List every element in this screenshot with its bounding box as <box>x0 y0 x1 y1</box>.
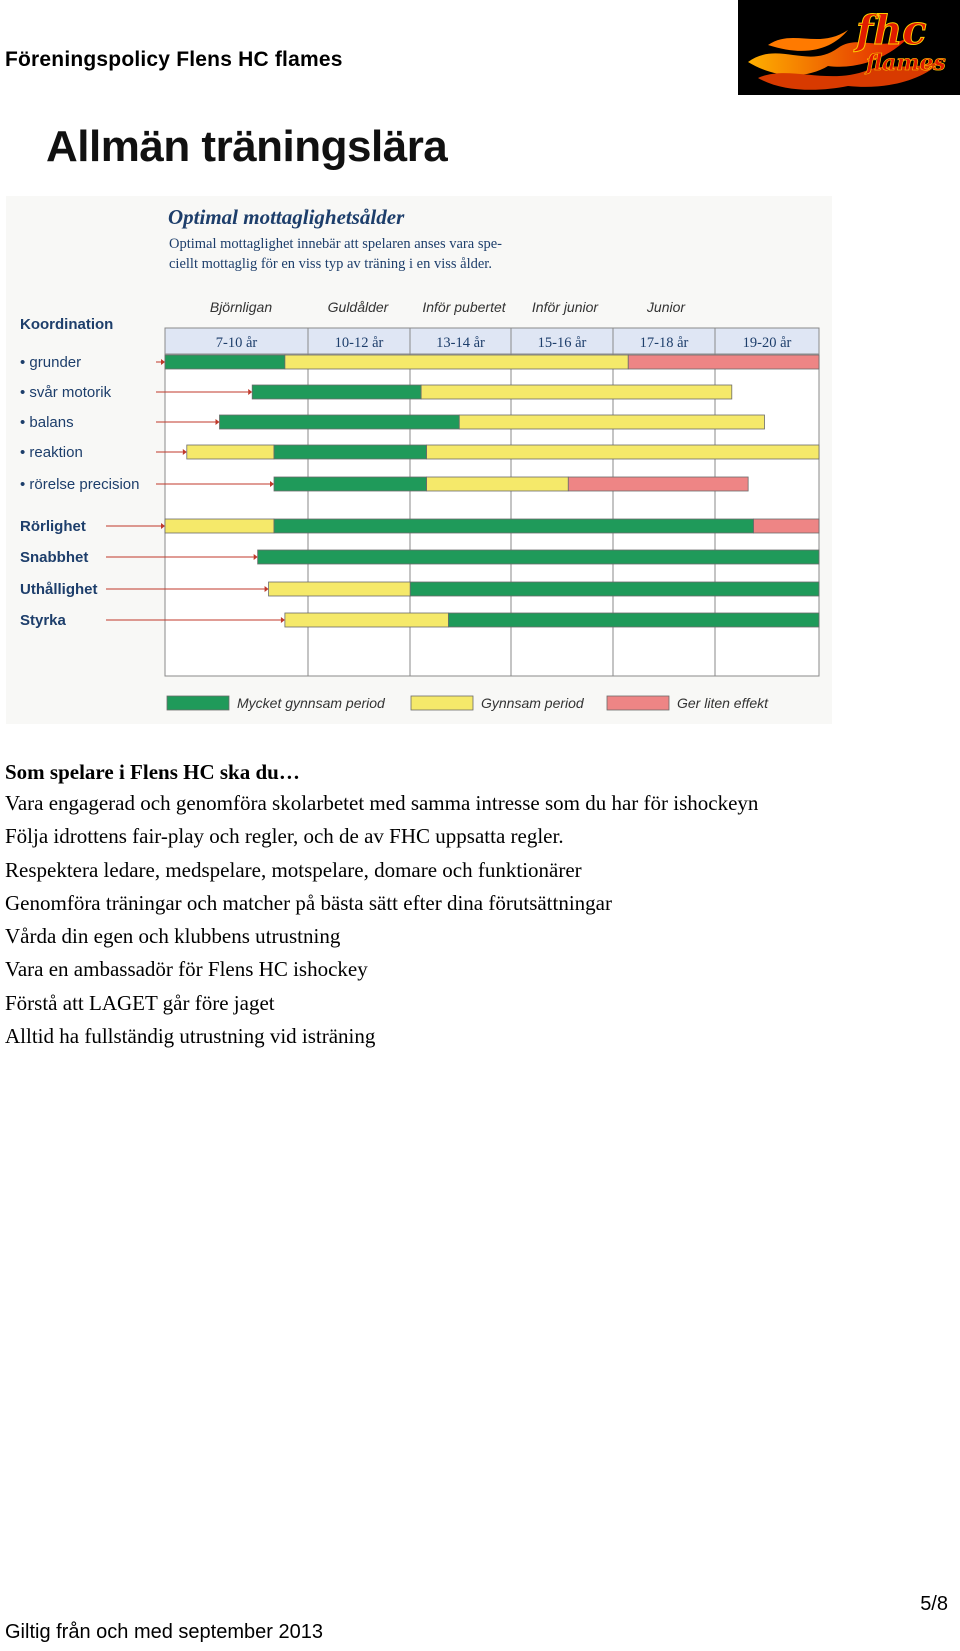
period-bar-green <box>410 582 819 596</box>
grid-body <box>165 354 819 676</box>
stage-label: Inför junior <box>531 299 599 315</box>
document-header-title: Föreningspolicy Flens HC flames <box>5 48 343 71</box>
training-age-chart <box>6 196 832 724</box>
row-label: • svår motorik <box>20 384 112 401</box>
stage-label: Björnligan <box>209 299 273 315</box>
row-pointer-arrow <box>161 359 165 365</box>
stage-label: Junior <box>646 299 686 315</box>
chart-subtitle-line: ciellt mottaglig för en viss typ av träning i en viss ålder. <box>169 256 492 272</box>
period-bar-yellow <box>285 355 628 369</box>
player-rule-item: Vårda din egen och klubbens utrustning <box>5 924 341 949</box>
row-label: • reaktion <box>20 444 83 461</box>
period-bar-yellow <box>421 385 732 399</box>
age-group-label: 7-10 år <box>215 335 258 351</box>
row-label: Koordination <box>20 316 114 333</box>
legend-swatch-green <box>167 696 229 710</box>
period-bar-yellow <box>427 477 569 491</box>
period-bar-green <box>274 519 754 533</box>
player-rules-list <box>5 787 945 1053</box>
footer-validity: Giltig från och med september 2013 <box>5 1621 323 1643</box>
row-label: • rörelse precision <box>20 476 140 493</box>
period-bar-yellow <box>187 445 274 459</box>
stage-label: Inför pubertet <box>422 299 506 315</box>
row-label: • balans <box>20 414 74 431</box>
period-bar-yellow <box>269 582 411 596</box>
legend-label: Ger liten effekt <box>677 695 769 711</box>
player-rules-heading: Som spelare i Flens HC ska du… <box>5 760 300 784</box>
period-bar-green <box>274 477 427 491</box>
player-rule-item: Vara en ambassadör för Flens HC ishockey <box>5 957 368 982</box>
period-bar-yellow <box>459 415 764 429</box>
period-bar-green <box>274 445 427 459</box>
period-bar-red <box>628 355 819 369</box>
row-pointer-arrow <box>161 523 165 529</box>
period-bar-red <box>568 477 748 491</box>
period-bar-yellow <box>165 519 274 533</box>
row-label: • grunder <box>20 354 82 371</box>
timeline-chart-svg <box>6 196 832 724</box>
legend-swatch-red <box>607 696 669 710</box>
player-rule-item: Vara engagerad och genomföra skolarbetet med samma intresse som du har för ishockeyn <box>5 791 759 815</box>
club-logo <box>738 0 960 95</box>
logo-text-bottom: flames <box>866 50 946 76</box>
legend-label: Mycket gynnsam period <box>237 695 385 711</box>
chart-subtitle-line: Optimal mottaglighet innebär att spelaren anses vara spe- <box>169 236 502 252</box>
player-rule-item: Alltid ha fullständig utrustning vid isträning <box>5 1024 376 1049</box>
period-bar-green <box>165 355 285 369</box>
age-group-label: 13-14 år <box>436 335 485 351</box>
age-header-band <box>165 328 819 354</box>
age-group-label: 10-12 år <box>334 335 384 351</box>
stage-label: Guldålder <box>327 299 389 315</box>
age-group-label: 17-18 år <box>639 335 689 351</box>
page-number: 5/8 <box>920 1593 948 1615</box>
chart-title: Optimal mottaglighetsålder <box>168 205 405 229</box>
section-title: Allmän träningslära <box>46 122 448 171</box>
age-group-label: 19-20 år <box>742 335 792 351</box>
player-rules-section <box>5 757 945 1053</box>
player-rule-item: Förstå att LAGET går före jaget <box>5 990 275 1015</box>
flames-logo-graphic <box>738 0 960 95</box>
period-bar-green <box>252 385 421 399</box>
legend-swatch-yellow <box>411 696 473 710</box>
legend-label: Gynnsam period <box>481 695 584 711</box>
row-label: Styrka <box>20 612 66 629</box>
period-bar-red <box>754 519 819 533</box>
period-bar-green <box>258 550 819 564</box>
row-label: Snabbhet <box>20 549 89 566</box>
period-bar-green <box>220 415 460 429</box>
row-label: Uthållighet <box>20 581 98 598</box>
player-rule-item: Respektera ledare, medspelare, motspelare, domare och funktionärer <box>5 857 582 882</box>
period-bar-green <box>448 613 819 627</box>
period-bar-yellow <box>427 445 819 459</box>
period-bar-yellow <box>285 613 449 627</box>
flame-shape <box>768 30 848 51</box>
player-rule-item: Följa idrottens fair-play och regler, och de av FHC uppsatta regler. <box>5 824 564 849</box>
row-label: Rörlighet <box>20 518 86 535</box>
player-rule-item: Genomföra träningar och matcher på bästa sätt efter dina förutsättningar <box>5 890 613 915</box>
logo-text-top: fhc <box>856 7 927 54</box>
age-group-label: 15-16 år <box>537 335 587 351</box>
